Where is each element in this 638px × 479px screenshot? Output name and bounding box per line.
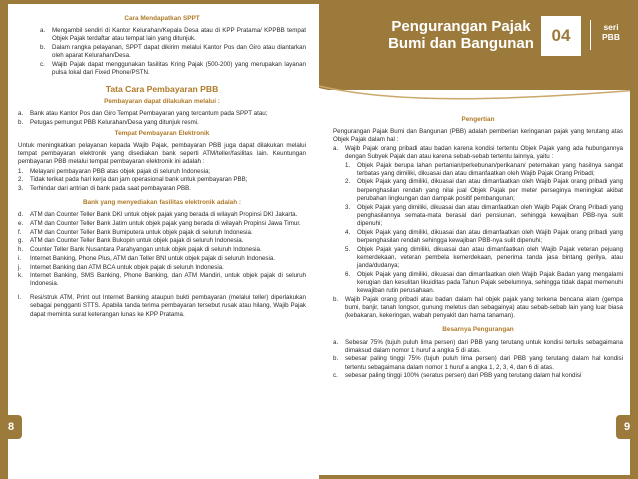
list-text: Wajib Pajak orang pribadi atau badan karena kondisi tertentu Objek Pajak yang ada hubungannya dengan Subyek Pajak dan atau karena sebab-sebab tertentu lainnya, yaitu : — [345, 144, 623, 160]
elektronik-list — [18, 168, 306, 194]
list-text: Objek Pajak yang dimiliki, dikuasai dan atau dimanfaatkan oleh Wajib Pajak veteran pejuang kemerdekaan, veteran pembela kemerdekaan, penerima tanda jasa bintang gerilya, atau janda/dudanya; — [357, 245, 623, 269]
list-marker: a. — [333, 338, 339, 346]
list-item — [333, 339, 623, 355]
chapter-number-box: 04 — [541, 16, 581, 56]
list-marker: c. — [40, 61, 45, 69]
chapter-title-line2: Bumi dan Bangunan — [388, 35, 534, 52]
list-text: Objek Pajak yang dimiliki, dikuasai dan atau dimanfaatkan oleh Wajib Pajak orang pribadi yang berpenghasilan rendah sehingga kewajiban PBB-nya sulit dipenuhi; — [357, 228, 623, 244]
list-text: Tidak terikat pada hari kerja dan jam operasional bank untuk pembayaran PBB; — [30, 176, 248, 184]
heading-tata-cara-pembayaran: Tata Cara Pembayaran PBB — [105, 84, 219, 95]
list-text: ATM dan Counter Teller Bank Bukopin untuk objek pajak di seluruh Indonesia. — [30, 237, 244, 245]
bottom-band — [319, 475, 638, 479]
header-curve-shape — [319, 0, 638, 110]
left-page-content — [18, 12, 306, 319]
list-item — [18, 264, 306, 272]
list-marker: 6. — [345, 270, 351, 278]
list-text: Objek Pajak yang dimiliki, dikuasai dan atau dimanfaatkan oleh Wajib Pajak Orang Pribadi yang penghasilannya semata-mata berasal dari pensiunan, sehingga kewajiban PBB-nya sulit dipenuhi; — [357, 203, 623, 227]
list-text: Sebesar 75% (tujuh puluh lima persen) dari PBB yang terutang untuk kondisi tertulis sebagaimana dimaksud dalam nomor 1 huruf a angka 5 di atas. — [345, 338, 623, 354]
list-item — [18, 229, 306, 237]
list-marker: 4. — [345, 228, 351, 236]
list-item — [40, 61, 306, 77]
list-item — [18, 246, 306, 254]
list-marker: e. — [18, 220, 24, 228]
series-label-line1: seri — [603, 22, 619, 32]
list-marker: b. — [18, 118, 24, 126]
bank-list — [18, 211, 306, 318]
list-item — [40, 44, 306, 60]
list-item — [333, 372, 623, 380]
list-marker: 2. — [18, 176, 24, 184]
list-text: Objek Pajak yang dimiliki, dikuasai dan atau dimanfaatkan oleh Wajib Pajak orang pribadi yang berpenghasilan rendah yang nilai jual Objek Pajak per meter perseginya meningkat akibat perubahan lingkungan dan dampak positif pembangunan; — [357, 178, 623, 202]
heading-pembayaran-melalui: Pembayaran dapat dilakukan melalui : — [104, 97, 220, 105]
list-marker: 1. — [18, 167, 24, 175]
list-item — [333, 296, 623, 321]
list-text: Melayani pembayaran PBB atas objek pajak di seluruh Indonesia; — [30, 167, 211, 175]
list-text: sebesar paling tinggi 100% (seratus persen) dari PBB yang terutang dalam hal kondisi — [345, 372, 582, 380]
list-item — [18, 119, 306, 127]
list-item — [333, 145, 623, 161]
list-item — [18, 185, 306, 193]
sub-list — [333, 162, 623, 296]
list-text: Dalam rangka pelayanan, SPPT dapat dikirim melalui Kantor Pos dan Giro atau diantarkan oleh aparat Kelurahan/Desa. — [52, 44, 306, 60]
list-marker: l. — [18, 294, 22, 302]
list-item — [18, 176, 306, 184]
list-item — [345, 162, 623, 178]
list-item — [345, 246, 623, 271]
list-text: Internet Banking, SMS Banking, Phone Banking, dan ATM Mandiri, untuk objek pajak di seluruh Indonesia. — [30, 272, 306, 288]
series-label-line2: PBB — [602, 32, 620, 42]
heading-tempat-pembayaran-elektronik: Tempat Pembayaran Elektronik — [114, 129, 210, 137]
list-marker: b. — [333, 295, 339, 303]
list-marker: j. — [18, 263, 22, 271]
list-text: Bank atau Kantor Pos dan Giro Tempat Pembayaran yang tercantum pada SPPT atau; — [30, 109, 268, 117]
list-marker: 3. — [345, 203, 351, 211]
heading-besarnya-pengurangan: Besarnya Pengurangan — [442, 326, 514, 334]
series-label — [596, 22, 626, 42]
list-text: Objek Pajak berupa lahan pertanian/perkebunan/perikanan/ peternakan yang hasilnya sangat terbatas yang dimiliki, dikuasai dan atau dimanfaatkan oleh Wajib Pajak Orang Pribadi; — [357, 161, 623, 177]
list-text: Counter Teller Bank Nusantara Parahyangan untuk objek pajak di seluruh Indonesia. — [30, 246, 262, 254]
list-marker: k. — [18, 272, 23, 280]
top-band — [0, 0, 319, 4]
elektronik-paragraph: Untuk meningkatkan pelayanan kepada Wajib Pajak, pembayaran PBB juga dapat dilakukan melalui tempat pembayaran elektronik yang disediakan bank seperti ATM/teller/fasilitas lain. Keuntungan pembayaran PBB melalui tempat pembayaran elektronik ini adalah : — [18, 141, 306, 166]
list-text: sebesar paling tinggi 75% (tujuh puluh lima persen) dari PBB yang terutang dalam hal kondisi tertentu sebagaimana dalam nomor 1 huruf a angka 1, 2, 3, 4, dan 6 di atas. — [345, 355, 623, 371]
header-divider — [590, 20, 591, 50]
cara-list — [18, 27, 306, 77]
list-item — [18, 220, 306, 228]
list-item — [18, 255, 306, 263]
list-marker: h. — [18, 246, 24, 254]
list-marker: a. — [333, 144, 339, 152]
pengertian-paragraph: Pengurangan Pajak Bumi dan Bangunan (PBB) adalah pemberian keringanan pajak yang terutang atas Objek Pajak dalam hal : — [333, 128, 623, 144]
list-text: ATM dan Counter Teller Bank DKI untuk objek pajak yang berada di wilayah Propinsi DKI Jakarta. — [30, 211, 298, 219]
right-page — [319, 0, 638, 479]
list-item — [18, 110, 306, 118]
list-text: Internet Banking dan ATM BCA untuk objek pajak di seluruh Indonesia. — [30, 263, 224, 271]
list-text: Mengambil sendiri di Kantor Kelurahan/Kepala Desa atau di KPP Pratama/ KPPBB tempat Objek Pajak terdaftar atau tempat lain yang ditunjuk. — [52, 27, 306, 43]
list-text: ATM dan Counter Teller Bank Jatim untuk objek pajak yang berada di wilayah Propinsi Jawa Timur. — [30, 220, 301, 228]
list-text: Wajib Pajak orang pribadi atau badan dalam hal objek pajak yang terkena bencana alam (gempa bumi, banjir, tanah longsor, gunung meletus dan sebagainya) atau sebab-sebab lain yang luar biasa (kebakaran, kekeringan, wabah penyakit dan hama tanaman). — [345, 295, 623, 320]
list-marker: g. — [18, 237, 24, 245]
list-text: Internet Banking, Phone Plus, ATM dan Teller BNI untuk objek pajak di seluruh Indonesia. — [30, 254, 276, 262]
list-text: Resi/struk ATM, Print out Internet Banking ataupun bukti pembayaran (melalui teller) diperlakukan sebagai pengganti STTS. Apabila tanda terima pembayaran tersebut rusak atau hilang, Wajib Pajak dapat meminta surat keterangan lunas ke KPP Pratama. — [30, 294, 306, 318]
list-marker: a. — [40, 27, 46, 35]
list-marker: 5. — [345, 245, 351, 253]
list-marker: 3. — [18, 184, 24, 192]
list-item — [345, 229, 623, 245]
chapter-title-line1: Pengurangan Pajak — [391, 18, 531, 35]
list-item — [18, 168, 306, 176]
list-marker: i. — [18, 254, 22, 262]
list-item — [18, 237, 306, 245]
list-marker: a. — [18, 109, 24, 117]
list-item — [333, 355, 623, 371]
list-item — [345, 204, 623, 229]
list-item — [18, 211, 306, 219]
list-text: ATM dan Counter Teller Bank Bumiputera untuk objek pajak di seluruh Indonesia. — [30, 228, 253, 236]
list-text: Petugas pemungut PBB Kelurahan/Desa yang ditunjuk resmi. — [30, 118, 199, 126]
list-marker: 2. — [345, 178, 351, 186]
right-side-band — [630, 0, 638, 479]
right-page-content — [333, 113, 623, 381]
list-marker: b. — [40, 44, 46, 52]
list-marker: f. — [18, 228, 22, 236]
page-number-right: 9 — [616, 415, 638, 439]
besarnya-list — [333, 339, 623, 381]
left-side-band — [0, 0, 8, 479]
heading-pengertian: Pengertian — [461, 116, 495, 123]
list-marker: 1. — [345, 161, 351, 169]
list-marker: c. — [333, 372, 338, 380]
list-item — [18, 272, 306, 288]
list-item — [345, 178, 623, 203]
list-text: Objek Pajak yang dimiliki, dikuasai dan dimanfaatkan oleh Wajib Pajak Badan yang mengalami kerugian dan kesulitan likuiditas pada Tahun Pajak sebelumnya, sehingga tidak dapat memenuhi kewajiban rutin perusahaan. — [357, 270, 623, 295]
list-marker: b. — [333, 355, 339, 363]
pembayaran-list — [18, 110, 306, 127]
list-item — [345, 271, 623, 296]
heading-bank-fasilitas-elektronik: Bank yang menyediakan fasilitas elektronik adalah : — [82, 199, 242, 207]
list-marker: d. — [18, 211, 24, 219]
list-item — [18, 294, 306, 319]
chapter-title — [381, 18, 541, 52]
list-text: Terhindar dari antrian di bank pada saat pembayaran PBB. — [30, 184, 191, 192]
heading-cara-mendapatkan-sppt: Cara Mendapatkan SPPT — [124, 15, 200, 22]
page-number-left: 8 — [0, 415, 22, 439]
list-item — [40, 27, 306, 43]
list-text: Wajib Pajak dapat menggunakan fasilitas Kring Pajak (500-200) yang merupakan layanan pulsa lokal dari Fixed Phone/PSTN. — [52, 61, 306, 77]
